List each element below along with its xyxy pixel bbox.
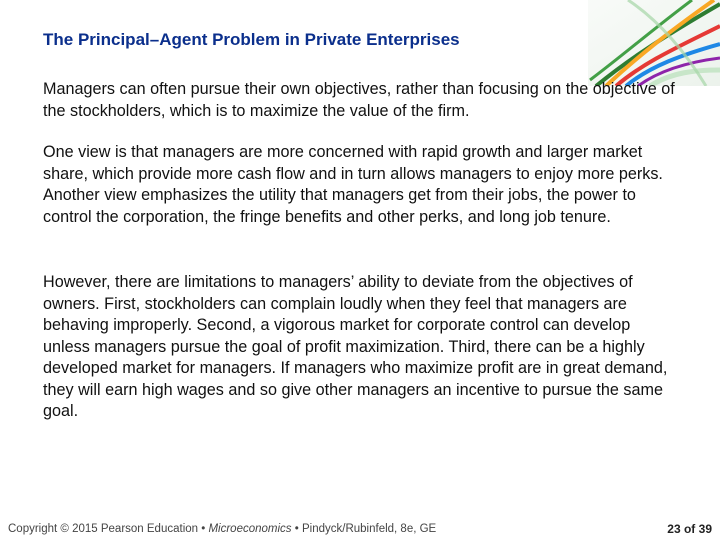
copyright-text: Copyright © 2015 Pearson Education • (8, 523, 206, 535)
paragraph-manager-views: One view is that managers are more concerned with rapid growth and larger market share, which provide more cash flow and in turn allows managers to enjoy more perks. Another view emphasizes the utility that managers get from their jobs, the power to control the corporation, the fringe benefits and other perks, and long job tenure. (43, 143, 663, 226)
paragraph-objectives: Managers can often pursue their own objectives, rather than focusing on the objective of the stockholders, which is to maximize the value of the firm. (43, 80, 675, 120)
paragraph-limitations: However, there are limitations to managers’ ability to deviate from the objectives of owners. First, stockholders can complain loudly when they feel that managers are behaving improperly. Second, a vigorous market for corporate control can develop unless managers pursue the goal of profit maximization. Third, there can be a highly developed market for managers. If managers who maximize profit are in great demand, they will earn high wages and so give other managers an incentive to pursue the same goal. (43, 273, 668, 420)
footer-copyright (8, 523, 436, 535)
authors-text: Pindyck/Rubinfeld, 8e, GE (301, 523, 437, 535)
page-number (667, 522, 712, 536)
page-of: of (683, 522, 696, 536)
page-current: 23 (667, 522, 681, 536)
page-total: 39 (698, 522, 712, 536)
footer-separator: • (294, 523, 299, 535)
colored-ribbons-icon (588, 0, 720, 86)
slide-title: The Principal–Agent Problem in Private Enterprises (43, 30, 460, 49)
book-title: Microeconomics (208, 523, 292, 535)
